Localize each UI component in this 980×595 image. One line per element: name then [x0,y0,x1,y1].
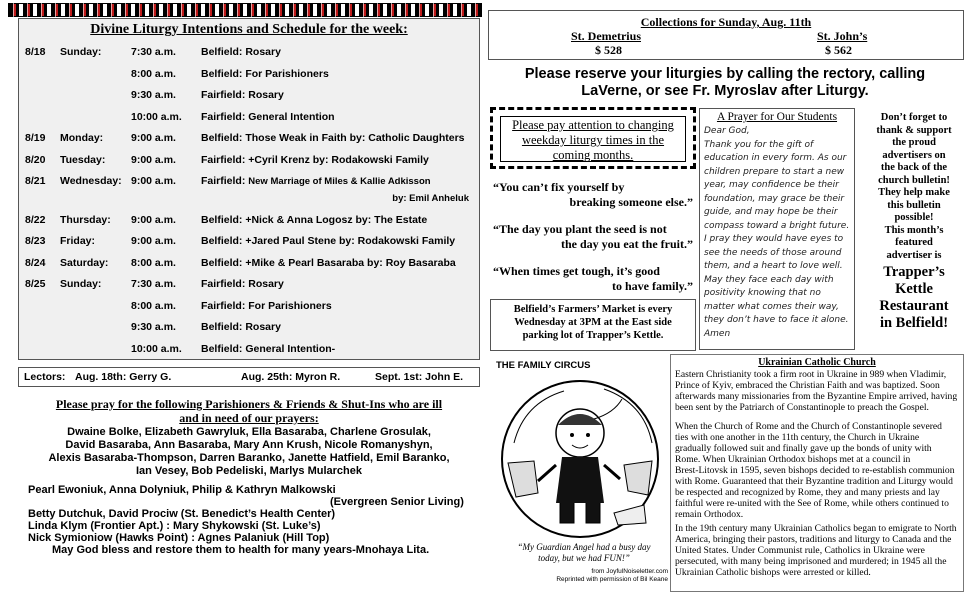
prayer-heading-1: Please pray for the following Parishioners & Friends & Shut-Ins who are ill [55,397,443,411]
family-circus-cartoon [490,357,670,593]
ukrainian-paragraph-2 [675,421,965,520]
ukrainian-paragraph-1 [675,369,965,413]
schedule-time: 9:00 a.m. [131,154,176,166]
schedule-row [19,89,479,105]
sponsor-line: They help make [878,187,950,198]
quote-1-line-2: breaking someone else.” [569,195,693,209]
sponsor-line: thank & support [876,124,952,136]
schedule-row [19,68,479,84]
ukrainian-paragraph-3 [675,523,965,578]
schedule-day: Monday: [60,132,104,144]
attention-line-2: weekday liturgy times in the [521,133,665,147]
schedule-date: 8/23 [25,235,46,247]
collections-parish-1: St. Demetrius [571,29,641,43]
collections-title: Collections for Sunday, Aug. 11th [640,15,812,29]
schedule-row [19,278,479,294]
ukrainian-line: afterwards many missionaries from the Byzantine Empire arrived, having [675,391,958,402]
ukrainian-line: America, bringing their pastors, traditions and liturgy to Canada and the [675,534,952,545]
sponsor-name-line: Trapper’s [883,264,945,280]
sponsor-line: advertiser is [886,249,942,261]
ukrainian-line: Brest-Litovsk in 1595, seven bishops decided to re-establish communion [675,465,955,476]
farmers-line-1: Belfield’s Farmers’ Market is every [513,304,673,315]
schedule-time: 8:00 a.m. [131,257,176,269]
attention-notice [500,116,686,162]
schedule-title: Divine Liturgy Intentions and Schedule for the week: [90,22,408,37]
schedule-event: Belfield: General Intention- [201,343,336,355]
schedule-event: Belfield: Those Weak in Faith by: Catholic Daughters [201,132,465,144]
schedule-date: 8/18 [25,46,46,58]
cartoon-source [550,568,668,584]
prayer-names-4: Ian Vesey, Bob Pedeliski, Marlys Mularchek [135,465,362,477]
schedule-event: Belfield: For Parishioners [201,68,329,80]
ukrainian-line: been sent by the Patriarch of Constantinople to preach the Gospel. [675,402,929,413]
sponsor-line: possible! [894,212,934,223]
student-prayer-title: A Prayer for Our Students [716,111,838,123]
quote-1 [493,180,693,210]
ukrainian-line: ties with one another in the 11th century, the Church in Ukraine [675,432,920,443]
ukrainian-line: persecuted, with many being imprisoned and murdered; in 1945 all the [675,556,947,567]
schedule-event: Belfield: +Nick & Anna Logosz by: The Estate [201,214,428,226]
student-prayer-line: guide, and may hope be their [704,207,838,217]
schedule-row [19,132,479,148]
reserve-line-1: Please reserve your liturgies by calling the rectory, calling [524,66,926,82]
attention-line-3: coming months. [552,148,634,162]
schedule-day: Wednesday: [60,175,122,187]
cartoon-title: THE FAMILY CIRCUS [496,360,591,371]
schedule-event: Belfield: +Jared Paul Stene by: Rodakowski Family [201,235,456,247]
schedule-event-text: New Marriage of Miles & Kallie Adkisson [248,176,431,187]
ukrainian-line: faithful were re-united with the See of Rome, while others continued to [675,498,949,509]
schedule-time: 9:00 a.m. [131,132,176,144]
ukrainian-line: When the Church of Rome and the Church of Constantinople severed [675,421,942,432]
sponsor-line: the back of the [880,162,948,173]
student-prayer-line: see the needs of those around [704,247,842,258]
ukrainian-line: Rome. When Ukrainian Orthodox bishops met at a council in [675,454,911,465]
cartoon-illustration [494,373,666,543]
schedule-time: 10:00 a.m. [131,111,182,123]
ukrainian-church-box [670,354,964,592]
schedule-date: 8/21 [25,175,46,187]
student-prayer-line: Thank you for the gift of [704,139,814,150]
schedule-row [19,46,479,62]
schedule-time: 8:00 a.m. [131,300,176,312]
schedule-date: 8/24 [25,257,46,269]
student-prayer-line: I pray they would have eyes to [704,234,844,244]
ukrainian-line: gradually followed suit and finally gave up the bonds of unity with [675,443,932,454]
prayer-line-1: Pearl Ewoniuk, Anna Dolyniuk, Philip & Kathryn Malkowski [28,484,336,496]
student-prayer-line: Dear God, [704,126,750,136]
cartoon-caption [504,542,664,564]
collections-parish-2: St. John’s [817,29,868,43]
sponsor-name-line: Restaurant [879,298,949,314]
sponsor-name-line: Kettle [895,281,933,297]
schedule-event [201,175,431,187]
student-prayer-line: they don’t have to face it alone. [704,315,849,325]
student-prayer-line: compass toward a bright future. [704,220,850,231]
quote-1-line-1: “You can’t fix yourself by [493,180,625,194]
quote-3-line-1: “When times get tough, it’s good [493,264,660,278]
schedule-day: Saturday: [60,257,109,269]
lectors-label: Lectors: [24,371,66,383]
cartoon-source-line-1: from JoyfulNoiseletter.com [591,568,668,575]
student-prayer-line: education in every form. As our [704,153,847,163]
schedule-time: 8:00 a.m. [131,68,176,80]
prayer-line-2: Betty Dutchuk, David Prociw (St. Benedict’s Health Center) [28,508,336,520]
schedule-date: 8/22 [25,214,46,226]
farmers-market-box [490,299,696,351]
schedule-event: Fairfield: For Parishioners [201,300,332,312]
schedule-event: Belfield: +Mike & Pearl Basaraba by: Roy Basaraba [201,257,456,269]
sponsor-line: Don’t forget to [880,112,948,123]
student-prayer-text [704,125,854,341]
sponsor-line: the proud [892,137,936,148]
quote-3-line-2: to have family.” [612,279,693,293]
schedule-note: by: Emil Anheluk [392,193,469,204]
schedule-row [19,235,479,251]
cartoon-caption-line-2: today, but we had FUN!” [538,553,630,563]
schedule-time: 10:00 a.m. [131,343,182,355]
schedule-event: Fairfield: Rosary [201,89,284,101]
schedule-date: 8/25 [25,278,46,290]
schedule-time: 9:00 a.m. [131,214,176,226]
sponsor-name [862,264,966,332]
schedule-row [19,214,479,230]
decorative-border-pattern [8,3,482,17]
schedule-row [19,257,479,273]
quote-3 [493,264,693,294]
student-prayer-box [699,108,855,350]
quote-2 [493,222,693,252]
schedule-event: Fairfield: General Intention [201,111,335,123]
ukrainian-line: with Rome. Guaranteed that their Byzantine tradition and Liturgy would [675,476,953,487]
prayer-line-1b: (Evergreen Senior Living) [330,496,464,508]
ukrainian-line: remain Orthodox. [675,509,744,520]
cartoon-source-line-2: Reprinted with permission of Bil Keane [556,576,668,583]
ukrainian-line: Ukrainian Catholic bishops were arrested or killed. [675,567,871,578]
liturgy-schedule-box [18,18,480,360]
ukrainian-line: United States. Under Communist rule, Catholics in Ukraine were [675,545,925,556]
prayer-names-2: David Basaraba, Ann Basaraba, Mary Ann Krush, Nicole Romanyshyn, [65,439,433,451]
ukrainian-church-title: Ukrainian Catholic Church [758,357,876,368]
schedule-date: 8/20 [25,154,46,166]
prayer-heading-2: and in need of our prayers: [179,411,319,425]
schedule-event: Fairfield: Rosary [201,278,284,290]
student-prayer-line: Amen [704,328,731,339]
schedule-time: 9:30 a.m. [131,89,176,101]
schedule-event-prefix: Fairfield: [201,175,249,187]
schedule-event: Fairfield: +Cyril Krenz by: Rodakowski Family [201,154,429,166]
schedule-day: Sunday: [60,46,102,58]
schedule-row [19,111,479,127]
schedule-time: 7:30 a.m. [131,46,176,58]
lector-second: Aug. 25th: Myron R. [241,371,341,383]
schedule-time: 7:30 a.m. [131,278,176,290]
farmers-line-2: Wednesday at 3PM at the East side [514,317,672,328]
schedule-time: 9:30 a.m. [131,321,176,333]
schedule-row [19,175,479,191]
schedule-time: 9:00 a.m. [131,175,176,187]
prayer-closing: May God bless and restore them to health for many years-Mnohaya Lita. [52,544,430,556]
schedule-time: 9:00 a.m. [131,235,176,247]
lector-third: Sept. 1st: John E. [375,371,464,383]
prayer-line-4: Nick Symioniow (Hawks Point) : Agnes Palaniuk (Hill Top) [28,532,330,544]
ukrainian-line: be respected and recognized by Rome, they and many priests and lay [675,487,940,498]
schedule-day: Friday: [60,235,96,247]
prayer-line-3: Linda Klym (Frontier Apt.) : Mary Shykowski (St. Luke’s) [28,520,321,532]
schedule-row [19,343,479,359]
prayer-names-1: Dwaine Bolke, Elizabeth Gawryluk, Ella Basaraba, Charlene Grosulak, [67,426,431,438]
student-prayer-line: matter what comes their way, [704,301,839,312]
lectors-box [18,367,480,387]
schedule-row [19,154,479,170]
schedule-event: Belfield: Rosary [201,321,281,333]
cartoon-caption-line-1: “My Guardian Angel had a busy day [517,542,651,552]
quote-2-line-1: “The day you plant the seed is not [493,222,667,236]
sponsor-line: This month’s [884,224,944,236]
prayer-names-3: Alexis Basaraba-Thompson, Darren Baranko, Janette Hatfield, Emil Baranko, [48,452,450,464]
schedule-day: Thursday: [60,214,111,226]
student-prayer-line: foundation, may grace be their [704,193,845,204]
sponsor-name-line: in Belfield! [879,315,949,331]
collections-amount-2: $ 562 [825,43,852,57]
attention-line-1: Please pay attention to changing [512,118,674,132]
ukrainian-line: Prince of Kyiv, embraced the Christian Faith and was baptized. Soon [675,380,940,391]
student-prayer-line: year, may confidence be their [704,180,839,190]
reserve-notice [490,66,960,100]
schedule-row [19,300,479,316]
collections-box [488,10,964,60]
schedule-date: 8/19 [25,132,46,144]
sponsor-line: this bulletin [887,199,941,211]
ukrainian-line: In the 19th century many Ukrainian Catholics began to emigrate to North [675,523,957,534]
student-prayer-line: May they face each day with [704,274,834,285]
student-prayer-line: them, and a heart to love well. [704,261,843,271]
lector-first: Aug. 18th: Gerry G. [75,371,172,383]
sponsor-line: church bulletin! [878,174,950,186]
sponsor-line: featured [895,237,933,248]
ukrainian-line: Eastern Christianity took a firm root in Ukraine in 989 when Vladimir, [675,369,947,380]
reserve-line-2: LaVerne, or see Fr. Myroslav after Liturgy. [581,83,869,99]
student-prayer-line: children prepare to start a new [704,166,845,177]
quote-2-line-2: the day you eat the fruit.” [561,237,693,251]
schedule-event: Belfield: Rosary [201,46,281,58]
student-prayer-line: positivity knowing that no [704,288,821,298]
schedule-row [19,321,479,337]
farmers-line-3: parking lot of Trapper’s Kettle. [522,330,664,341]
sponsor-line: advertisers on [882,149,946,161]
schedule-day: Sunday: [60,278,102,290]
collections-amount-1: $ 528 [595,43,622,57]
sponsor-notice [862,112,966,262]
schedule-day: Tuesday: [60,154,106,166]
